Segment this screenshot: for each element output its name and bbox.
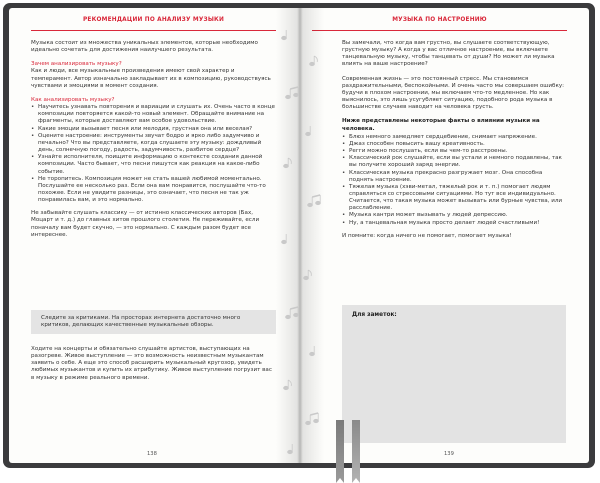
left-page-header: РЕКОМЕНДАЦИИ ПО АНАЛИЗУ МУЗЫКИ <box>82 17 225 23</box>
list-item: • Узнайте исполнителя, поищите информацию о контексте создания данной композиции. Часто бывает, что песни пишутся как реакция на какое-либо событие. <box>31 154 276 175</box>
left-page-number: 138 <box>147 451 157 457</box>
left-intro: Музыка состоит из множества уникальных элементов, которые необходимо идеально сочетать для достижения наилучшего результата. <box>31 40 258 54</box>
notes-box[interactable] <box>342 305 566 443</box>
list-item: • Классическая музыка прекрасно разгружает мозг. Она способна поднять настроение. <box>342 170 564 184</box>
list-item: • Регги можно послушать, если вы чем-то расстроены. <box>342 148 564 155</box>
right-main-column <box>342 40 564 247</box>
right-intro: Вы замечали, что когда вам грустно, вы слушаете соответствующую, грустную музыку? А когда у вас отличное настроение, вы включаете танцевальную музыку, чтобы танцевать от души? Но может ли музыка влиять на ваше настроение? <box>342 40 555 68</box>
list-item: • Не торопитесь. Композиция может не стать вашей любимой моментально. Послушайте ее несколько раз. Если она вам понравится, послушайте что-то похожее. Если не увидите разницы, это означает, что песня не так уж понравилась вам, и это нормально. <box>31 176 276 205</box>
bookmark-ribbon[interactable] <box>352 420 360 483</box>
why-heading: Зачем анализировать музыку? <box>31 61 122 68</box>
concerts-text: Ходите на концерты и обязательно слушайте артистов, выступающих на разогреве. Живое выступление — это возможность неизвестным музыкантам заявить о себе. А еще это способ расширить музыкальный кругозор, увидеть любимых музыкантов и купить их атрибутику. Живое выступление погрузит вас в музыку в режиме реального времени. <box>31 346 272 381</box>
modern-life-text: Современная жизнь — это постоянный стресс. Мы становимся раздражительными, беспокойными. И очень часто мы совершаем ошибку: будучи в плохом настроении, мы включаем что-то медленное. Но как выяснилось, это лишь усугубляет ситуацию, подобного рода музыка в большинстве случаев наводит на человека грусть. <box>342 75 565 111</box>
facts-heading: Ниже представлены некоторые факты о влиянии музыки на человека. <box>342 118 540 132</box>
how-heading: Как анализировать музыку? <box>31 96 115 103</box>
left-page <box>9 8 300 463</box>
list-item: • Научитесь узнавать повторения и вариации и слушать их. Очень часто в конце композиции повторяется какой-то новый элемент. Обращайте внимание на фрагменты, которые доставляют вам особое удовольствие. <box>31 104 276 125</box>
bookmark-ribbon[interactable] <box>336 420 344 483</box>
facts-list <box>342 134 564 227</box>
list-item: • Какие эмоции вызывает песня или мелодия, грустная она или веселая? <box>31 126 276 133</box>
list-item: • Блюз немного замедляет сердцебиение, снимает напряжение. <box>342 134 564 141</box>
right-page-number: 139 <box>444 451 454 457</box>
right-header-rule <box>312 30 567 31</box>
list-item: • Оцените настроение: инструменты звучат бодро и ярко либо задумчиво и печально? Что вы представляете, когда слушаете эту музыку: дождливый день, солнечную погоду, радость, задумчивость, разбитое сердце? <box>31 133 276 154</box>
left-header-rule <box>31 30 276 31</box>
list-item: • Классический рок слушайте, если вы устали и немного подавлены, так вы получите хороший заряд энергии. <box>342 155 564 169</box>
closing-line: И помните: когда ничего не помогает, помогает музыка! <box>342 232 512 239</box>
how-list <box>31 104 276 204</box>
callout-text: Следите за критиками. На просторах интернета достаточно много критиков, делающих качественные музыкальные обзоры. <box>41 315 241 329</box>
list-item: • Тяжелая музыка (хэви-метал, тяжелый рок и т. п.) помогает людям справляться со стрессовыми ситуациями. Но тут все индивидуально. Считается, что такая музыка может вызывать или бурные чувства, или расслабление. <box>342 184 564 213</box>
notes-title: Для заметок: <box>352 312 397 318</box>
right-page <box>300 8 589 463</box>
right-page-header: МУЗЫКА ПО НАСТРОЕНИЮ <box>392 17 487 23</box>
left-main-column <box>31 40 276 246</box>
left-bottom-column <box>31 346 276 389</box>
list-item: • Ну, а танцевальная музыка просто делает людей счастливыми! <box>342 220 564 227</box>
list-item: • Джаз способен повысить вашу креативность. <box>342 141 564 148</box>
list-item: • Музыка кантри может вызывать у людей депрессию. <box>342 212 564 219</box>
why-text: Как и люди, все музыкальные произведения имеют свой характер и темперамент. Автор изначально закладывает их в композицию, руководствуясь чувствами и эмоциями в момент создания. <box>31 68 271 89</box>
classic-text: Не забывайте слушать классику — от истинно классических авторов (Бах, Моцарт и т. д.) до главных хитов прошлого столетия. Не переживайте, если поначалу вам будет скучно, — это нормально. С каждым разом будет все интереснее. <box>31 210 260 238</box>
critics-callout <box>31 310 276 334</box>
